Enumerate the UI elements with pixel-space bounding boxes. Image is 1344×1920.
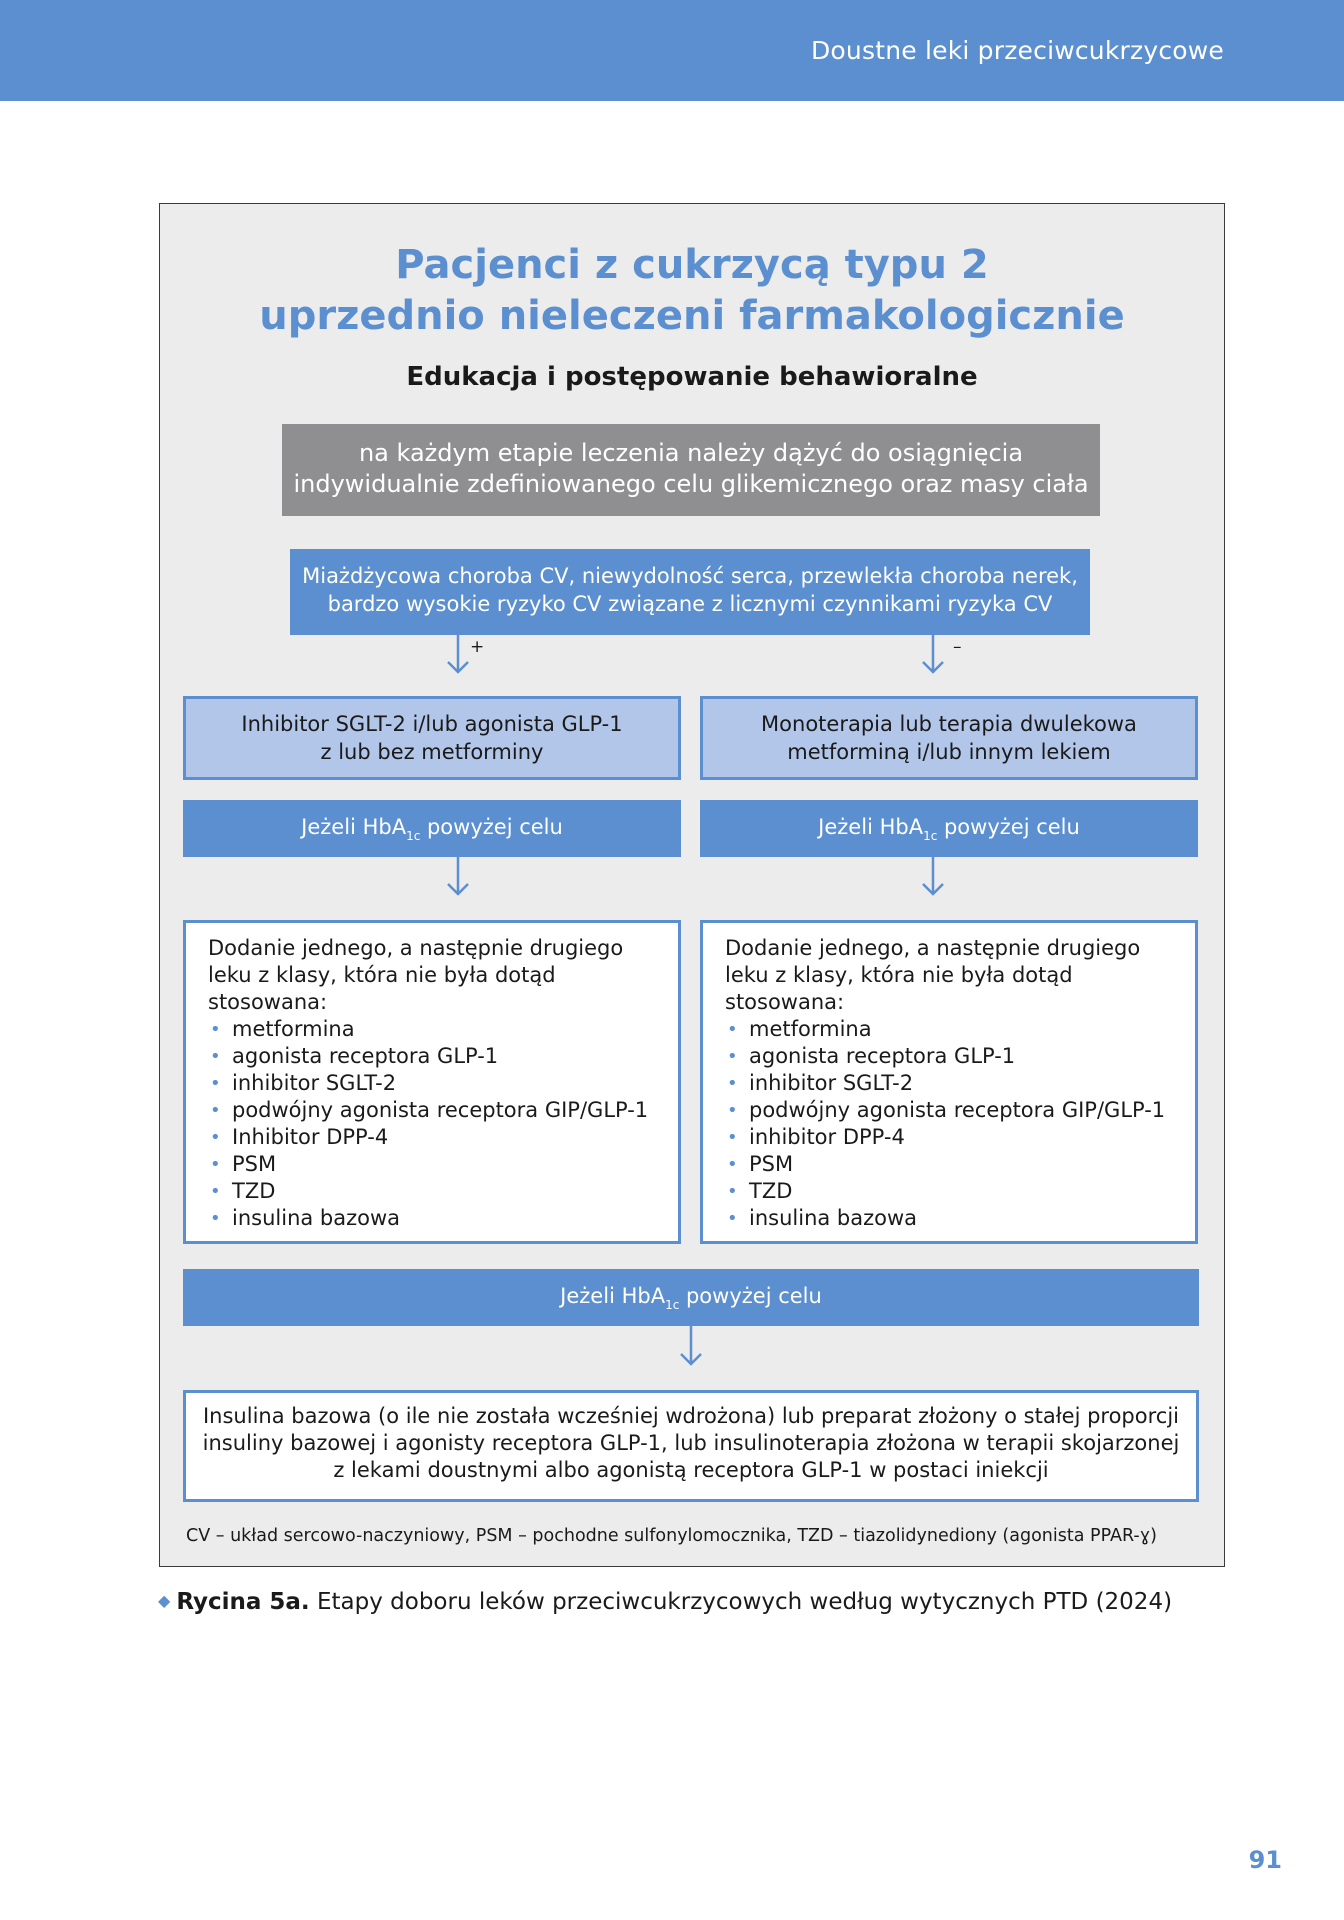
arrow-down-icon <box>918 856 948 898</box>
insulin-box <box>183 1390 1199 1502</box>
right-hba1c-bar <box>700 800 1198 857</box>
list-item: • PSM <box>725 1151 1195 1178</box>
right-therapy-box <box>700 696 1198 780</box>
cv-risk-line-1: Miażdżycowa choroba CV, niewydolność serca, przewlekła choroba nerek, <box>302 564 1078 588</box>
hba1c-prefix: Jeżeli HbA <box>301 815 407 839</box>
figure-title <box>160 240 1224 342</box>
insulin-line-1: Insulina bazowa (o ile nie została wcześniej wdrożona) lub preparat złożony o stałej proporcji <box>202 1404 1180 1428</box>
list-item: • TZD <box>725 1178 1195 1205</box>
hba1c-suffix: powyżej celu <box>937 815 1080 839</box>
left-drug-list-box <box>183 920 681 1244</box>
list-item: • insulina bazowa <box>208 1205 678 1232</box>
arrow-down-icon <box>443 634 473 676</box>
list-item: • inhibitor SGLT-2 <box>208 1070 678 1097</box>
goal-box <box>282 424 1100 516</box>
list-item: • podwójny agonista receptora GIP/GLP-1 <box>725 1097 1195 1124</box>
list-intro-line-2: leku z klasy, która nie była dotąd <box>208 963 556 987</box>
caption-text: Etapy doboru leków przeciwcukrzycowych według wytycznych PTD (2024) <box>309 1589 1173 1615</box>
list-intro-line-1: Dodanie jednego, a następnie drugiego <box>725 936 1141 960</box>
arrow-down-icon <box>676 1326 706 1368</box>
figure-title-line-1: Pacjenci z cukrzycą typu 2 <box>395 242 989 288</box>
list-item: • agonista receptora GLP-1 <box>725 1043 1195 1070</box>
left-therapy-line-2: z lub bez metforminy <box>320 740 544 764</box>
right-drug-list-box <box>700 920 1198 1244</box>
left-drug-list <box>208 1016 678 1232</box>
goal-line-1: na każdym etapie leczenia należy dążyć do osiągnięcia <box>358 439 1024 467</box>
arrow-down-icon <box>918 634 948 676</box>
running-header-title: Doustne leki przeciwcukrzycowe <box>810 36 1224 65</box>
caption-label: Rycina 5a. <box>176 1589 310 1615</box>
figure-footnote: CV – układ sercowo-naczyniowy, PSM – pochodne sulfonylomocznika, TZD – tiazolidynediony (agonista PPAR-ɣ) <box>186 1526 1157 1546</box>
left-hba1c-bar <box>183 800 681 857</box>
right-drug-list <box>725 1016 1195 1232</box>
list-intro-line-3: stosowana: <box>208 990 328 1014</box>
hba1c-prefix: Jeżeli HbA <box>560 1284 666 1308</box>
right-therapy-line-2: metforminą i/lub innym lekiem <box>787 740 1111 764</box>
hba1c-prefix: Jeżeli HbA <box>818 815 924 839</box>
hba1c-subscript: 1c <box>665 1298 680 1312</box>
list-item: • TZD <box>208 1178 678 1205</box>
left-therapy-box <box>183 696 681 780</box>
list-intro-line-3: stosowana: <box>725 990 845 1014</box>
branch-plus-sign: + <box>470 637 485 657</box>
figure-caption <box>158 1589 1172 1615</box>
cv-risk-line-2: bardzo wysokie ryzyko CV związane z licznymi czynnikami ryzyka CV <box>327 592 1053 616</box>
list-item: • metformina <box>725 1016 1195 1043</box>
list-item: • inhibitor DPP-4 <box>725 1124 1195 1151</box>
running-header-bar <box>0 0 1344 101</box>
flowchart-figure <box>159 203 1225 1567</box>
list-item: • podwójny agonista receptora GIP/GLP-1 <box>208 1097 678 1124</box>
list-item: • PSM <box>208 1151 678 1178</box>
insulin-line-2: insuliny bazowej i agonisty receptora GLP-1, lub insulinoterapia złożona w terapii skojarzonej <box>202 1431 1180 1455</box>
hba1c-subscript: 1c <box>923 829 938 843</box>
list-item: • agonista receptora GLP-1 <box>208 1043 678 1070</box>
figure-title-line-2: uprzednio nieleczeni farmakologicznie <box>259 293 1125 339</box>
hba1c-suffix: powyżej celu <box>679 1284 822 1308</box>
hba1c-suffix: powyżej celu <box>420 815 563 839</box>
left-therapy-line-1: Inhibitor SGLT-2 i/lub agonista GLP-1 <box>241 712 623 736</box>
list-item: • insulina bazowa <box>725 1205 1195 1232</box>
right-therapy-line-1: Monoterapia lub terapia dwulekowa <box>761 712 1137 736</box>
list-item: • Inhibitor DPP-4 <box>208 1124 678 1151</box>
arrow-down-icon <box>443 856 473 898</box>
figure-subtitle: Edukacja i postępowanie behawioralne <box>406 362 978 392</box>
page-number: 91 <box>1248 1846 1282 1874</box>
goal-line-2: indywidualnie zdefiniowanego celu glikemicznego oraz masy ciała <box>293 470 1089 498</box>
list-intro-line-1: Dodanie jednego, a następnie drugiego <box>208 936 624 960</box>
branch-minus-sign: – <box>953 637 962 657</box>
insulin-line-3: z lekami doustnymi albo agonistą receptora GLP-1 w postaci iniekcji <box>333 1458 1049 1482</box>
cv-risk-box <box>290 549 1090 635</box>
combined-hba1c-bar <box>183 1269 1199 1326</box>
list-item: • metformina <box>208 1016 678 1043</box>
hba1c-subscript: 1c <box>406 829 421 843</box>
diamond-bullet-icon: ◆ <box>158 1591 171 1610</box>
list-intro-line-2: leku z klasy, która nie była dotąd <box>725 963 1073 987</box>
list-item: • inhibitor SGLT-2 <box>725 1070 1195 1097</box>
